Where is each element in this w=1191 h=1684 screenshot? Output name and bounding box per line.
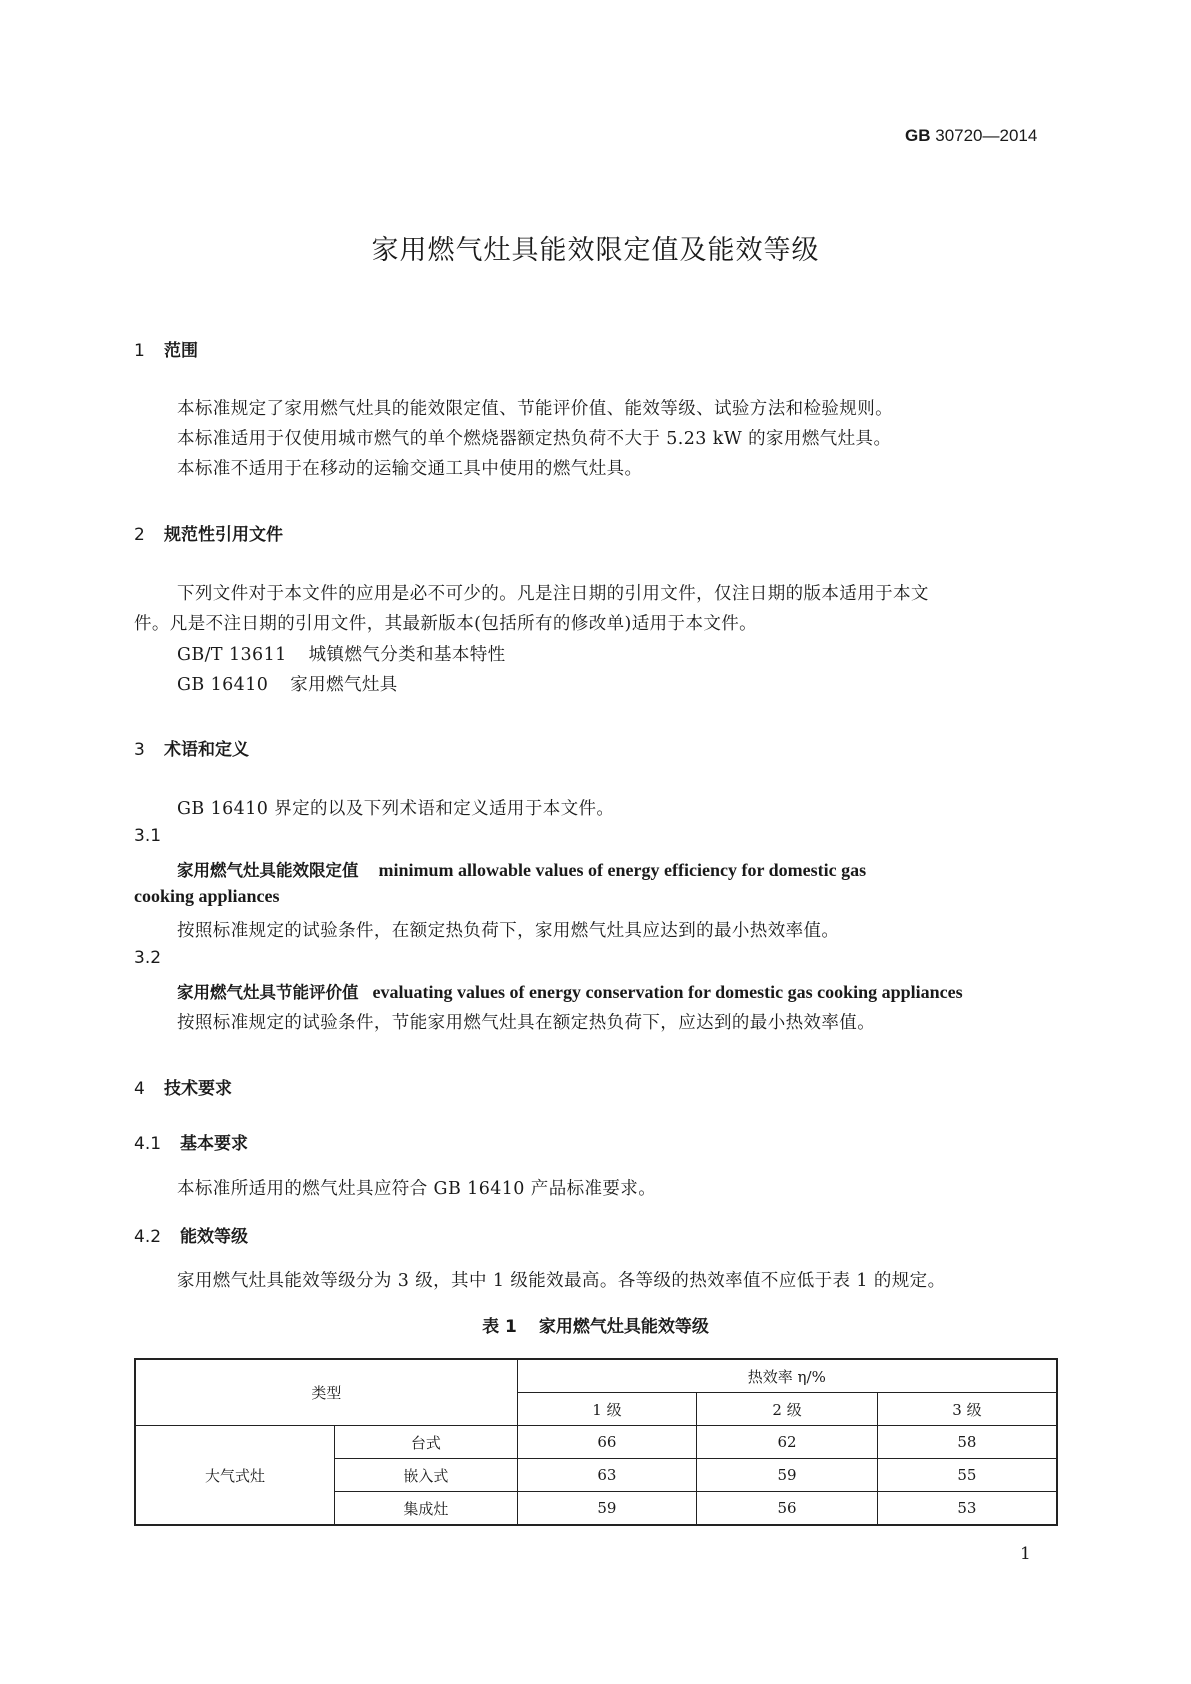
standard-number [905, 126, 1037, 146]
header-grade: 1 级 [517, 1393, 697, 1426]
section-number: 4 [134, 1079, 145, 1099]
cell-value: 58 [877, 1426, 1057, 1459]
definition: 按照标准规定的试验条件，在额定热负荷下，家用燃气灶具应达到的最小热效率值。 [177, 921, 840, 941]
section-title: 范围 [164, 341, 198, 361]
table-row [135, 1426, 1057, 1459]
efficiency-grade-table [134, 1358, 1058, 1526]
table-label: 表 1 [482, 1317, 517, 1337]
paragraph: 本标准适用于仅使用城市燃气的单个燃烧器额定热负荷不大于 5.23 kW 的家用燃气灶具。 [177, 429, 892, 449]
section-title: 技术要求 [164, 1079, 232, 1099]
document-title: 家用燃气灶具能效限定值及能效等级 [371, 235, 820, 266]
cell-value: 56 [697, 1492, 878, 1526]
term-english: minimum allowable values of energy efficiency for domestic gas [378, 860, 867, 880]
reference-item [177, 641, 506, 666]
page-number: 1 [1020, 1544, 1031, 1564]
section-number: 3 [134, 740, 145, 760]
section-2-heading [134, 520, 283, 545]
row-subtype: 台式 [335, 1426, 518, 1459]
paragraph: 本标准不适用于在移动的运输交通工具中使用的燃气灶具。 [177, 459, 643, 479]
paragraph: 本标准规定了家用燃气灶具的能效限定值、节能评价值、能效等级、试验方法和检验规则。 [177, 399, 893, 419]
reference-name: 城镇燃气分类和基本特性 [308, 645, 506, 665]
cell-value: 59 [697, 1459, 878, 1492]
table-title: 家用燃气灶具能效等级 [538, 1317, 709, 1337]
subsection-4-1-heading [134, 1129, 248, 1154]
cell-value: 55 [877, 1459, 1057, 1492]
header-grade: 3 级 [877, 1393, 1057, 1426]
reference-item [177, 671, 398, 696]
paragraph: 家用燃气灶具能效等级分为 3 级，其中 1 级能效最高。各等级的热效率值不应低于表 1 的规定。 [177, 1271, 946, 1291]
section-4-heading [134, 1074, 232, 1099]
cell-value: 66 [517, 1426, 697, 1459]
term-number: 3.2 [134, 948, 162, 968]
row-subtype: 嵌入式 [335, 1459, 518, 1492]
reference-code: GB 16410 [177, 675, 269, 695]
standard-code: 30720—2014 [935, 126, 1038, 145]
section-1-heading [134, 336, 198, 361]
section-number: 4.2 [134, 1227, 162, 1247]
section-3-heading [134, 735, 249, 760]
header-grade: 2 级 [697, 1393, 878, 1426]
term-english-continued: cooking appliances [134, 886, 280, 906]
term-entry [177, 979, 963, 1003]
table-caption [0, 1312, 1191, 1337]
reference-code: GB/T 13611 [177, 645, 287, 665]
section-title: 基本要求 [180, 1134, 248, 1154]
paragraph: GB 16410 界定的以及下列术语和定义适用于本文件。 [177, 799, 615, 819]
term-chinese: 家用燃气灶具节能评价值 [177, 983, 359, 1002]
header-efficiency: 热效率 η/% [517, 1359, 1057, 1393]
definition: 按照标准规定的试验条件，节能家用燃气灶具在额定热负荷下，应达到的最小热效率值。 [177, 1013, 876, 1033]
section-title: 规范性引用文件 [164, 525, 283, 545]
section-number: 4.1 [134, 1134, 162, 1154]
section-number: 2 [134, 525, 145, 545]
paragraph: 下列文件对于本文件的应用是必不可少的。凡是注日期的引用文件，仅注日期的版本适用于本文 [177, 584, 929, 604]
row-group-label: 大气式灶 [135, 1426, 335, 1526]
section-number: 1 [134, 341, 145, 361]
cell-value: 63 [517, 1459, 697, 1492]
reference-name: 家用燃气灶具 [290, 675, 398, 695]
header-type: 类型 [135, 1359, 517, 1426]
cell-value: 59 [517, 1492, 697, 1526]
paragraph: 件。凡是不注日期的引用文件，其最新版本(包括所有的修改单)适用于本文件。 [134, 614, 758, 634]
section-title: 能效等级 [180, 1227, 248, 1247]
subsection-4-2-heading [134, 1222, 248, 1247]
paragraph: 本标准所适用的燃气灶具应符合 GB 16410 产品标准要求。 [177, 1179, 657, 1199]
standard-prefix: GB [905, 126, 931, 145]
term-chinese: 家用燃气灶具能效限定值 [177, 861, 359, 880]
term-entry [177, 857, 866, 881]
cell-value: 62 [697, 1426, 878, 1459]
cell-value: 53 [877, 1492, 1057, 1526]
term-english: evaluating values of energy conservation for domestic gas cooking appliances [372, 982, 963, 1002]
section-title: 术语和定义 [164, 740, 249, 760]
table-header-row [135, 1359, 1057, 1393]
row-subtype: 集成灶 [335, 1492, 518, 1526]
term-number: 3.1 [134, 826, 162, 846]
